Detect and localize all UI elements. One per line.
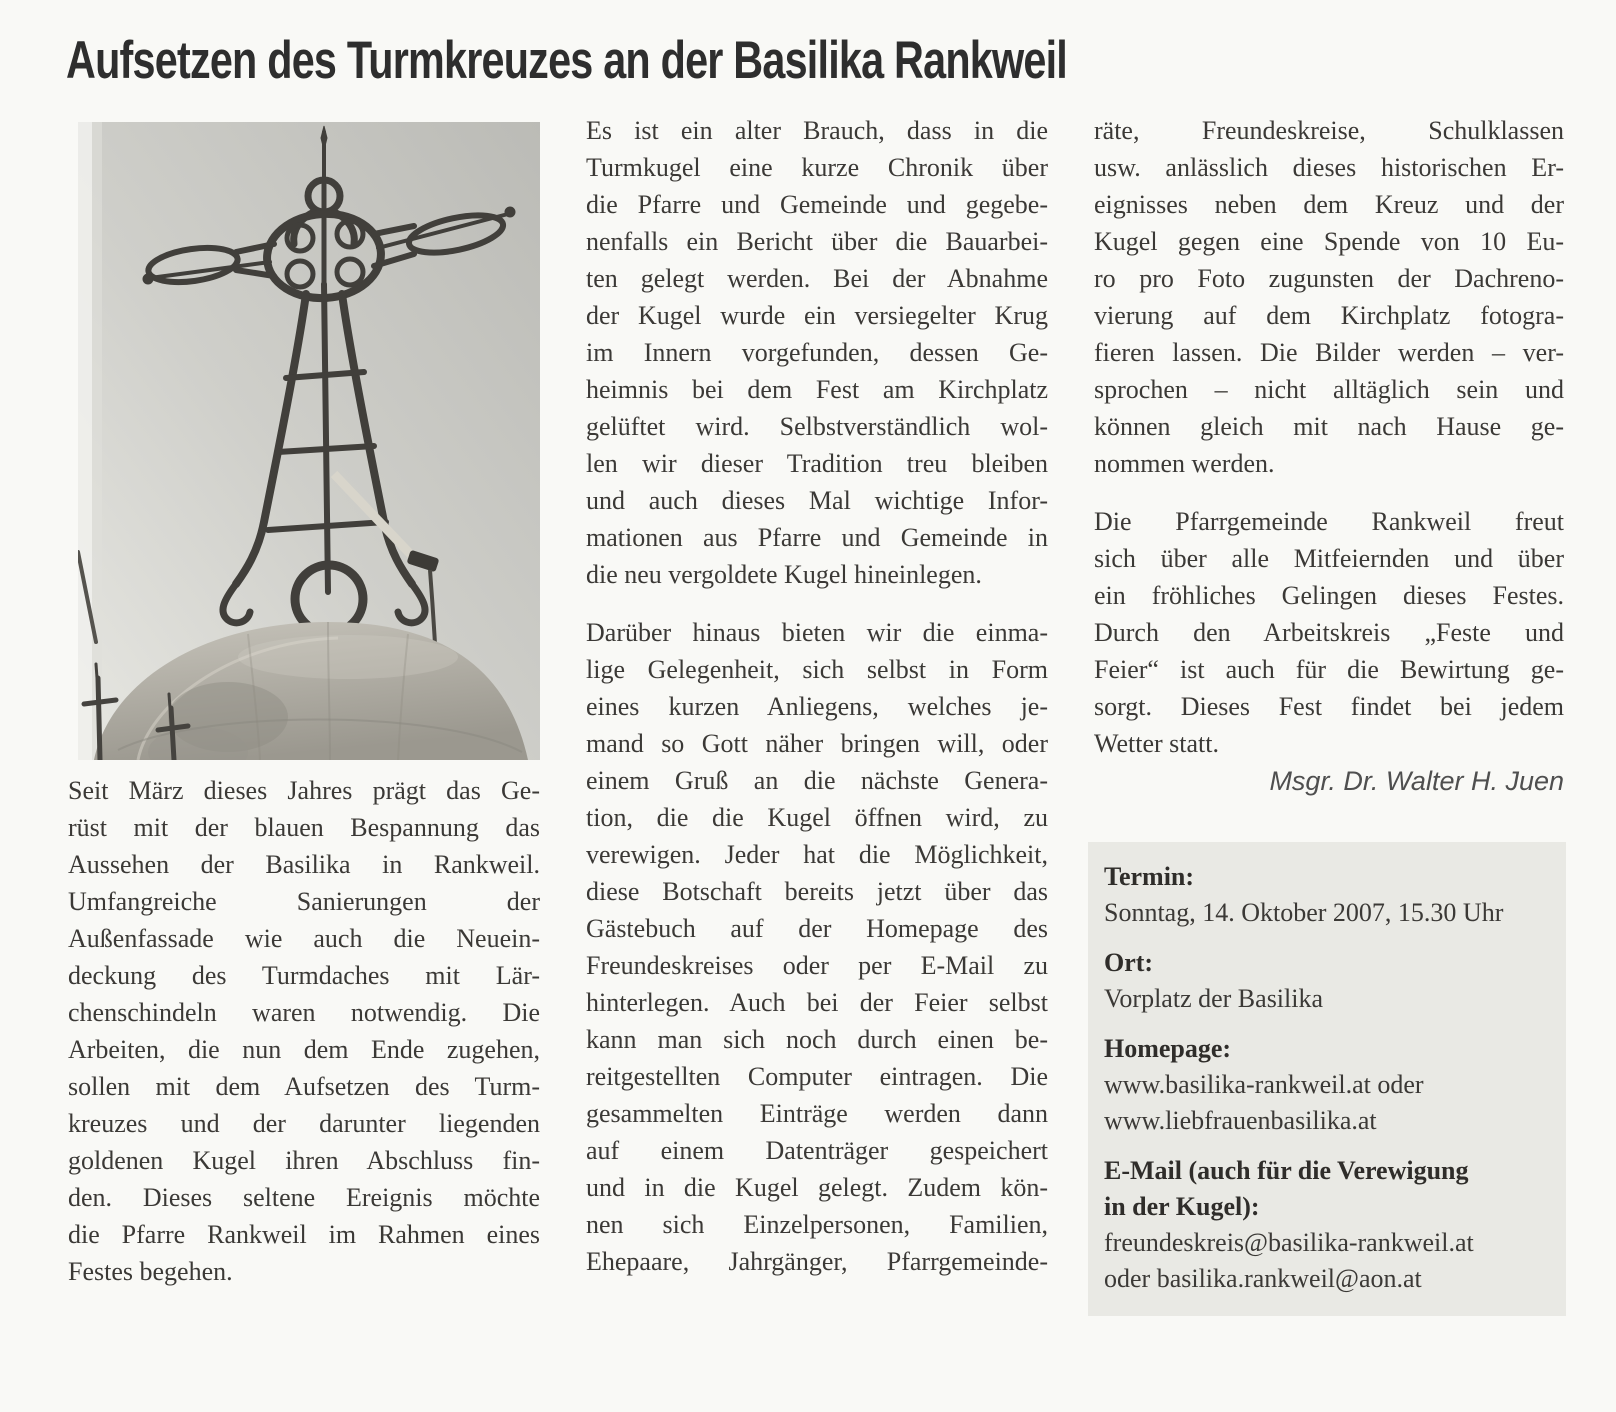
tower-cross-photo [78,122,540,760]
column-left [68,772,540,1290]
paragraph-brauch: Es ist ein alter Brauch, dass in die Turmkugel eine kurze Chronik über die Pfarre und Gemeinde und gegebe- nenfalls ein Bericht über die Bauarbei- ten gelegt werden. Bei der Abnahme der Kugel wurde ein versiegelter Krug im Innern vorgefunden, dessen Ge- heimnis bei dem Fest am Kirchplatz gelüftet wird. Selbstverständlich wol- len wir dieser Tradition treu bleiben und auch dieses Mal wichtige Infor- mationen aus Pfarre und Gemeinde in die neu vergoldete Kugel hineinlegen. [586,116,1048,589]
paragraph-intro: Seit März dieses Jahres prägt das Ge- rüst mit der blauen Bespannung das Aussehen der Basilika in Rankweil. Umfangreiche Sanierungen der Außenfassade wie auch die Neuein- deckung des Turmdaches mit Lär- chenschindeln waren notwendig. Die Arbeiten, die nun dem Ende zugehen, sollen mit dem Aufsetzen des Turm- kreuzes und der darunter liegenden goldenen Kugel ihren Abschluss fin- den. Dieses seltene Ereignis möchte die Pfarre Rankweil im Rahmen eines Festes begehen. [68,776,540,1286]
paragraph-pfarrgemeinde: Die Pfarrgemeinde Rankweil freut sich über alle Mitfeiernden und über ein fröhliches Gelingen dieses Festes. Durch den Arbeitskreis „Feste und Feier“ ist auch für die Bewirtung ge- sorgt. Dieses Fest findet bei jedem Wetter statt. [1094,507,1564,758]
column-right [1094,112,1564,762]
email-addresses: freundeskreis@basilika-rankweil.at oder basilika.rankweil@aon.at [1104,1228,1474,1293]
info-ort [1104,945,1550,1017]
event-info-box [1088,842,1566,1316]
paragraph-gelegenheit: Darüber hinaus bieten wir die einma- lige Gelegenheit, sich selbst in Form eines kurzen Anliegens, welches je- mand so Gott näher bringen will, oder einem Gruß an die nächste Genera- tion, die die Kugel öffnen wird, zu verewigen. Jeder hat die Möglichkeit, diese Botschaft bereits jetzt über das Gästebuch auf der Homepage des Freundeskreises oder per E-Mail zu hinterlegen. Auch bei der Feier selbst kann man sich noch durch einen be- reitgestellten Computer eintragen. Die gesammelten Einträge werden dann auf einem Datenträger gespeichert und in die Kugel gelegt. Zudem kön- nen sich Einzelpersonen, Familien, Ehepaare, Jahrgänger, Pfarrgemeinde- [586,618,1048,1276]
info-homepage [1104,1031,1550,1139]
photo-left-light-edge [78,122,92,760]
homepage-urls: www.basilika-rankweil.at oder www.liebfrauenbasilika.at [1104,1070,1424,1135]
info-termin [1104,859,1550,931]
column-middle [586,112,1048,1280]
article-title [66,30,1349,91]
info-email [1104,1153,1550,1297]
tower-cross-photo-art [78,122,540,760]
termin-label: Termin: [1104,862,1195,891]
termin-value: Sonntag, 14. Oktober 2007, 15.30 Uhr [1104,898,1504,927]
ort-label: Ort: [1104,948,1154,977]
homepage-label: Homepage: [1104,1034,1232,1063]
email-label: E-Mail (auch für die Verewigung in der Kugel): [1104,1156,1469,1221]
ort-value: Vorplatz der Basilika [1104,984,1324,1013]
article-title-text: Aufsetzen des Turmkreuzes an der Basilika Rankweil [66,31,1068,90]
author-signature: Msgr. Dr. Walter H. Juen [1269,766,1564,796]
paragraph-fotografieren: räte, Freundeskreise, Schulklassen usw. anlässlich dieses historischen Er- eignisses neben dem Kreuz und der Kugel gegen eine Spende von 10 Eu- ro pro Foto zugunsten der Dachreno- vierung auf dem Kirchplatz fotogra- fieren lassen. Die Bilder werden – ver- sprochen – nicht alltäglich sein und können gleich mit nach Hause ge- nommen werden. [1094,116,1564,478]
